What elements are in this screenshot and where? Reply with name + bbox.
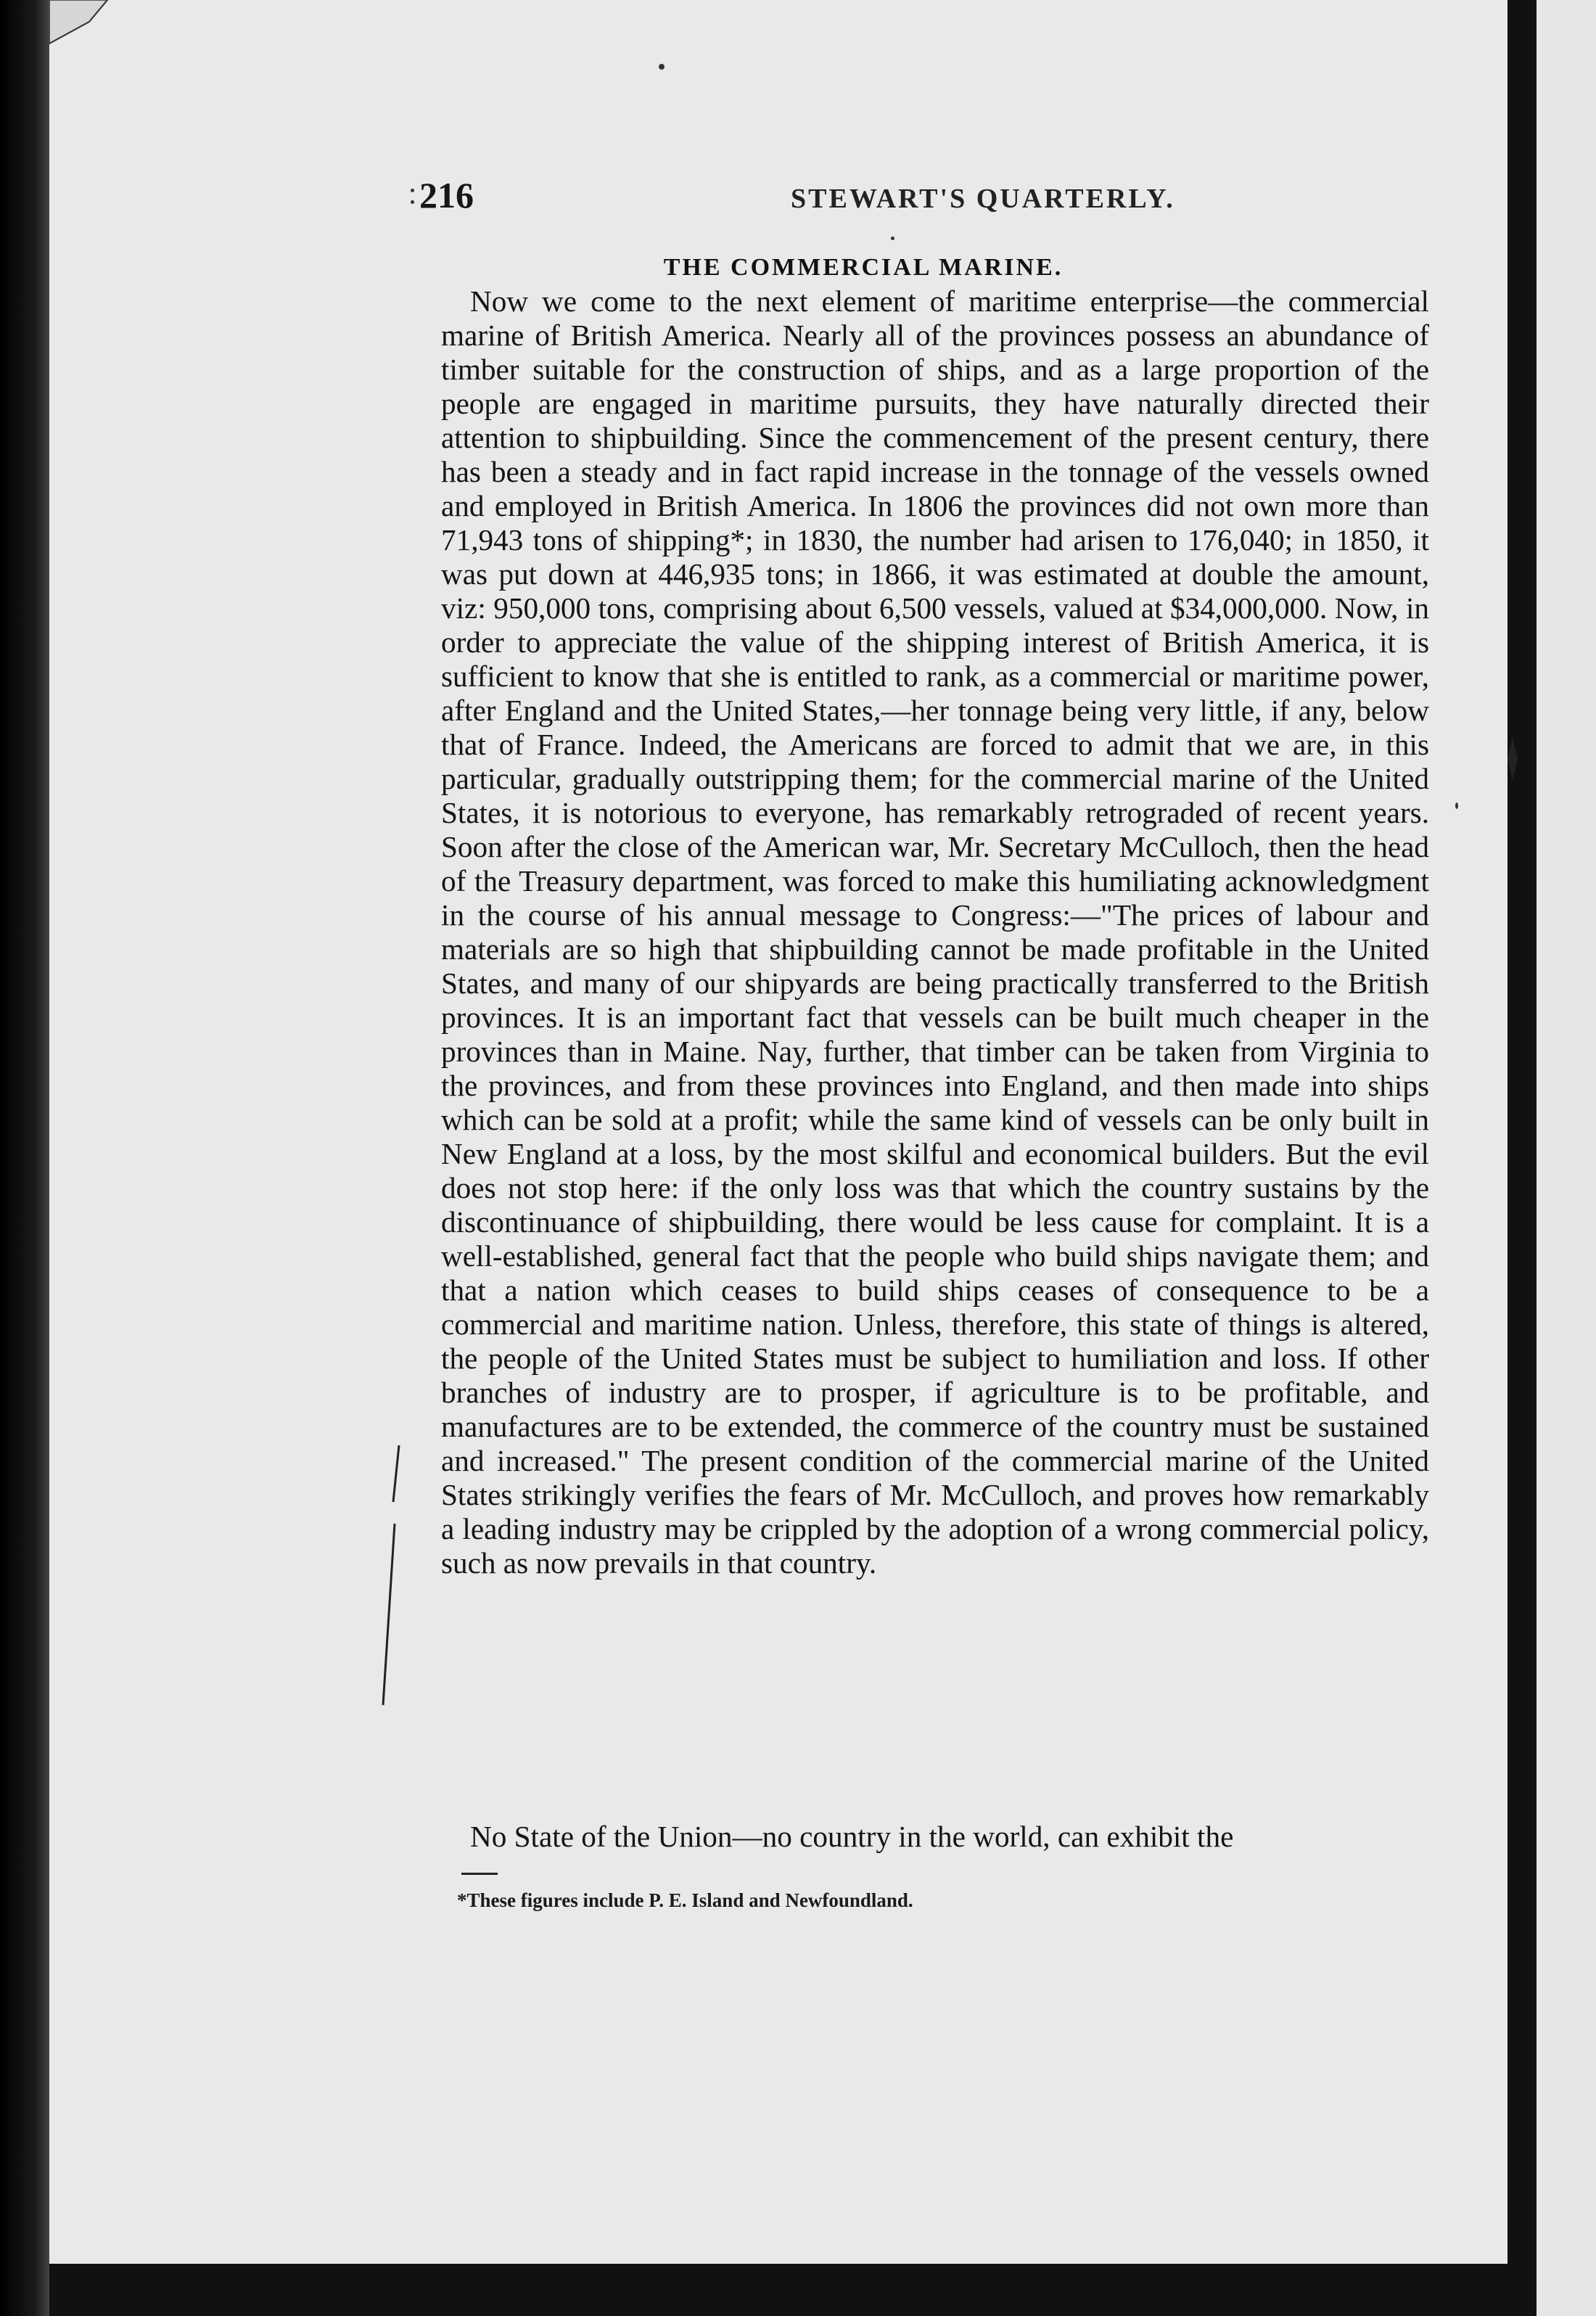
ink-speck xyxy=(411,189,414,192)
margin-pencil-mark xyxy=(377,1444,406,1712)
scan-bottom-edge xyxy=(49,2264,1507,2316)
ink-speck xyxy=(411,200,414,204)
ink-speck xyxy=(1455,802,1458,809)
scan-left-edge xyxy=(0,0,49,2316)
ink-speck xyxy=(659,64,665,70)
footnote: *These figures include P. E. Island and Newfoundland. xyxy=(457,1889,913,1911)
section-title: THE COMMERCIAL MARINE. xyxy=(663,254,1064,281)
body-paragraph: No State of the Union—no country in the world, can exhibit the xyxy=(470,1820,1234,1853)
footnote-rule xyxy=(461,1873,498,1875)
facing-page-edge xyxy=(1537,0,1596,2316)
body-paragraph: Now we come to the next element of maritime enterprise—the commercial marine of British America. Nearly all of the provinces possess an abundance of timber suitable for the construction of ships, and as a large proportion of the people are engaged in maritime pursuits, they have naturally directed their attention to shipbuilding. Since the commencement of the present century, there has been a steady and in fact rapid increase in the tonnage of the vessels owned and employed in British America. In 1806 the provinces did not own more than 71,943 tons of shipping*; in 1830, the number had arisen to 176,040; in 1850, it was put down at 446,935 tons; in 1866, it was estimated at double the amount, viz: 950,000 tons, comprising about 6,500 vessels, valued at $34,000,000. Now, in order to appreciate the value of the shipping interest of British America, it is sufficient to know that she is entitled to rank, as a commercial or maritime power, after England and the United States,—her tonnage being very little, if any, below that of France. Indeed, the Americans are forced to admit that we are, in this particular, gradually outstripping them; for the commercial marine of the United States, it is notorious to everyone, has remarkably retrograded of recent years. Soon after the close of the American war, Mr. Secretary McCulloch, then the head of the Treasury department, was forced to make this humiliating acknowledgment in the course of his annual message to Congress:—"The prices of labour and materials are so high that shipbuilding cannot be made profitable in the United States, and many of our shipyards are being practically transferred to the British provinces. It is an important fact that vessels can be built much cheaper in the provinces than in Maine. Nay, further, that timber can be taken from Virginia to the provinces, and from these provinces into England, and then made into ships which can be sold at a profit; while the same kind of vessels can be only built in New England at a loss, by the most skilful and economical builders. But the evil does not stop here: if the only loss was that which the country sustains by the discontinuance of shipbuilding, there would be less cause for complaint. It is a well-established, general fact that the people who build ships navigate them; and that a nation which ceases to build ships ceases of consequence to be a commercial and maritime nation. Unless, therefore, this state of things is altered, the people of the United States must be subject to humiliation and loss. If other branches of industry are to prosper, if agriculture is to be profitable, and manufactures are to be extended, the commerce of the country must be sustained and increased." The present condition of the commercial marine of the United States strikingly verifies the fears of Mr. McCulloch, and proves how remarkably a leading industry may be crippled by the adoption of a wrong commercial policy, such as now prevails in that country. xyxy=(441,284,1429,1580)
page-corner-fold xyxy=(49,0,136,65)
binding-mark xyxy=(1506,737,1519,781)
ink-speck xyxy=(891,237,894,240)
running-head: STEWART'S QUARTERLY. xyxy=(791,184,1175,214)
page-number: 216 xyxy=(419,175,474,215)
binding-gutter xyxy=(1507,0,1537,2316)
